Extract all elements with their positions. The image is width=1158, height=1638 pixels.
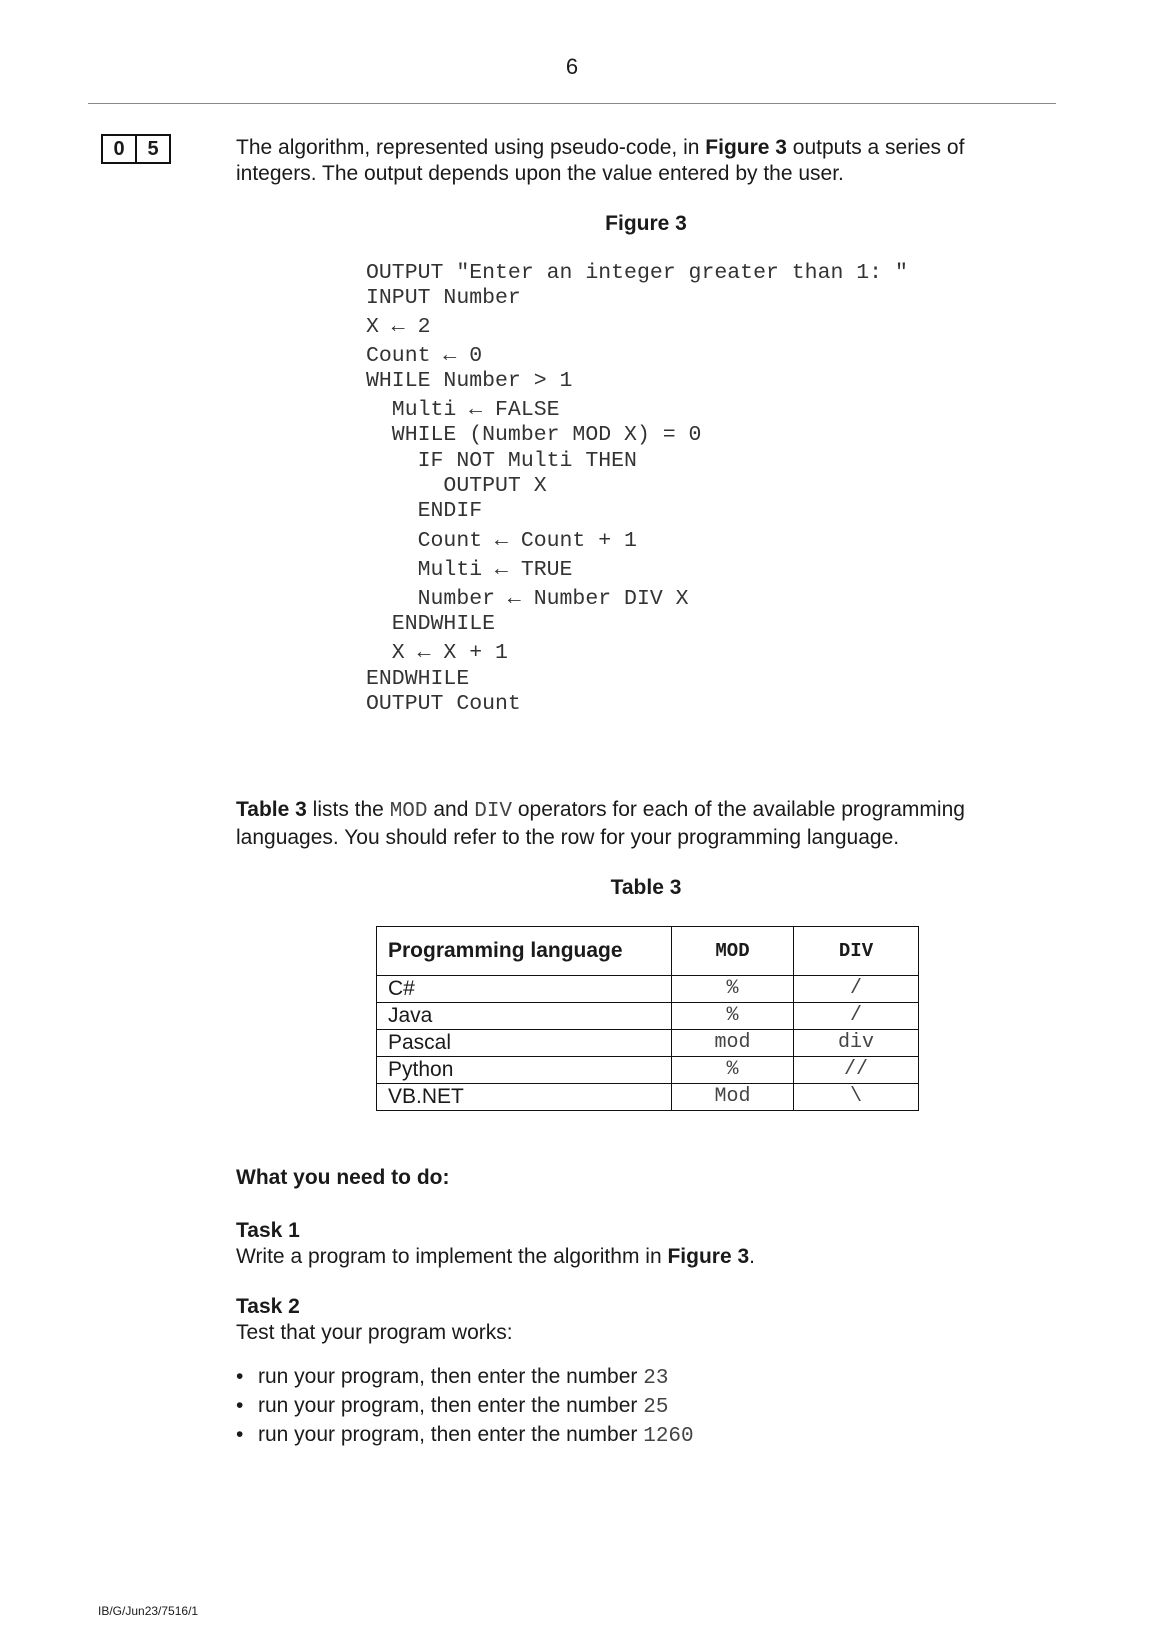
what-you-need-heading: What you need to do: (236, 1166, 450, 1189)
div-operator: DIV (474, 800, 513, 823)
code-line: ENDIF (366, 499, 483, 523)
cell-div: / (794, 1003, 919, 1030)
list-item (236, 1362, 694, 1391)
cell-language: C# (377, 976, 672, 1003)
header-mod: MOD (672, 927, 794, 976)
intro-text: outputs a series of integers. The output depends upon the value entered by the user. (236, 136, 965, 185)
cell-mod: % (672, 1057, 794, 1084)
header-divider (88, 103, 1056, 104)
question-number-box (101, 134, 171, 164)
table-row (377, 1030, 919, 1057)
test-number: 25 (643, 1396, 669, 1419)
code-line: WHILE (Number MOD X) = 0 (366, 423, 702, 447)
table-row (377, 1084, 919, 1111)
cell-div: \ (794, 1084, 919, 1111)
test-list (236, 1362, 694, 1449)
task2-text: Test that your program works: (236, 1321, 513, 1344)
code-line: Multi ← FALSE (366, 398, 560, 422)
code-line: X ← X + 1 (366, 641, 508, 665)
task1-body: Write a program to implement the algorithm in (236, 1245, 668, 1268)
cell-mod: % (672, 1003, 794, 1030)
test-number: 1260 (643, 1425, 694, 1448)
cell-language: Pascal (377, 1030, 672, 1057)
code-line: Count ← 0 (366, 344, 483, 368)
code-line: X ← 2 (366, 315, 431, 339)
test-item-text: run your program, then enter the number (258, 1365, 644, 1388)
table-row (377, 1003, 919, 1030)
page-number: 6 (565, 54, 579, 79)
table-row (377, 1057, 919, 1084)
operators-table (376, 926, 919, 1111)
intro-figure-ref: Figure 3 (705, 136, 787, 159)
table-header-row (377, 927, 919, 976)
task2-title: Task 2 (236, 1295, 300, 1318)
task1-title: Task 1 (236, 1219, 300, 1242)
cell-language: Python (377, 1057, 672, 1084)
cell-mod: mod (672, 1030, 794, 1057)
mod-operator: MOD (389, 800, 428, 823)
table-ref: Table 3 (236, 798, 307, 821)
cell-div: div (794, 1030, 919, 1057)
code-line: Count ← Count + 1 (366, 529, 637, 553)
header-div: DIV (794, 927, 919, 976)
code-line: Multi ← TRUE (366, 558, 573, 582)
paper-reference: IB/G/Jun23/7516/1 (98, 1604, 199, 1618)
question-digit: 0 (101, 134, 137, 164)
test-item-text: run your program, then enter the number (258, 1394, 644, 1417)
code-line: OUTPUT X (366, 474, 547, 498)
cell-mod: Mod (672, 1084, 794, 1111)
code-line: OUTPUT Count (366, 692, 521, 716)
intro-paragraph (236, 135, 1016, 187)
list-item (236, 1420, 694, 1449)
table-intro-text: operators for each of the available programming languages. You should refer to the row for your programming language. (236, 798, 965, 849)
cell-language: Java (377, 1003, 672, 1030)
task1-figure-ref: Figure 3 (667, 1245, 750, 1268)
table-row (377, 976, 919, 1003)
list-item (236, 1391, 694, 1420)
code-line: WHILE Number > 1 (366, 369, 573, 393)
cell-mod: % (672, 976, 794, 1003)
test-item-text: run your program, then enter the number (258, 1423, 644, 1446)
task1-text (236, 1244, 1016, 1270)
header-language: Programming language (377, 927, 672, 976)
code-line: IF NOT Multi THEN (366, 449, 637, 473)
code-line: INPUT Number (366, 286, 521, 310)
cell-div: // (794, 1057, 919, 1084)
cell-div: / (794, 976, 919, 1003)
question-digit: 5 (137, 134, 171, 164)
table-caption: Table 3 (610, 876, 682, 899)
figure-caption: Figure 3 (605, 212, 687, 235)
code-line: ENDWHILE (366, 612, 496, 636)
table-intro-text: and (427, 798, 475, 821)
code-line: ENDWHILE (366, 667, 470, 691)
code-line: Number ← Number DIV X (366, 587, 689, 611)
table-intro-paragraph (236, 797, 1016, 851)
table-intro-text: lists the (306, 798, 390, 821)
test-number: 23 (643, 1367, 669, 1390)
cell-language: VB.NET (377, 1084, 672, 1111)
intro-text: The algorithm, represented using pseudo-code, in (236, 136, 706, 159)
code-line: OUTPUT "Enter an integer greater than 1: " (366, 261, 908, 285)
task1-end: . (749, 1245, 755, 1268)
